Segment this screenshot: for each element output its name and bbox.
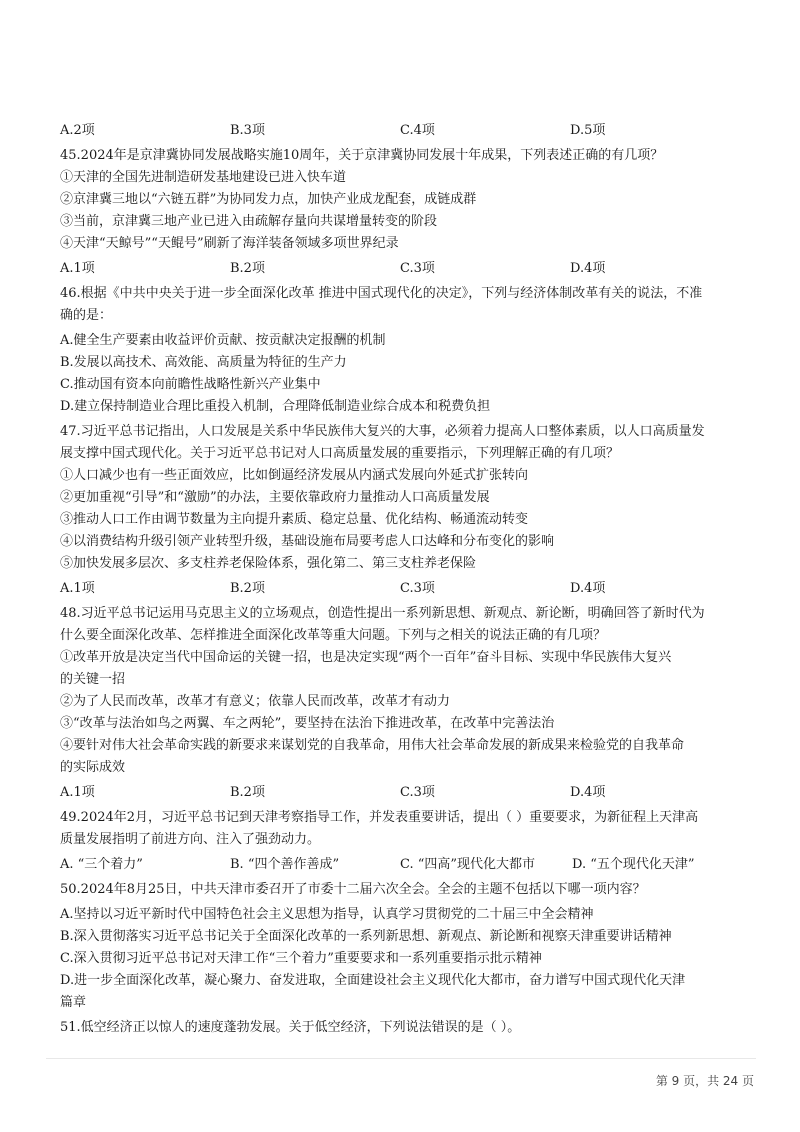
page-number: 第 9 页，共 24 页	[655, 1074, 754, 1088]
q47-choice-a: A.1项	[60, 581, 95, 596]
q45-item-4: ④天津“天鲸号”“天鲲号”刷新了海洋装备领域多项世界纪录	[60, 236, 399, 251]
q46-option-d: D.建立保持制造业合理比重投入机制，合理降低制造业综合成本和税费负担	[60, 399, 491, 414]
q46-stem-line-2: 确的是：	[60, 308, 113, 323]
q48-choice-b: B.2项	[230, 785, 265, 800]
q47-stem-line-1: 47.习近平总书记指出，人口发展是关系中华民族伟大复兴的大事，必须着力提高人口整体素质，以人口高质量发	[60, 424, 705, 439]
q48-stem-line-2: 什么要全面深化改革、怎样推进全面深化改革等重大问题。下列与之相关的说法正确的有几项？	[60, 628, 607, 643]
q44-choice-c: C.4项	[400, 123, 435, 138]
q48-item-4-line-1: ④要针对伟大社会革命实践的新要求来谋划党的自我革命，用伟大社会革命发展的新成果来检验党的自我革命	[60, 738, 685, 753]
q50-option-a: A.坚持以习近平新时代中国特色社会主义思想为指导，认真学习贯彻党的二十届三中全会精神	[60, 907, 594, 922]
q50-option-d-line-1: D.进一步全面深化改革，凝心聚力、奋发进取，全面建设社会主义现代化大都市，奋力谱写中国式现代化天津	[60, 973, 686, 988]
q50-option-d-line-2: 篇章	[60, 995, 87, 1010]
q49-stem-line-1: 49.2024年2月，习近平总书记到天津考察指导工作，并发表重要讲话，提出（ ）重要要求，为新征程上天津高	[60, 810, 699, 825]
q48-choice-c: C.3项	[400, 785, 435, 800]
q44-choice-b: B.3项	[230, 123, 265, 138]
q47-choice-b: B.2项	[230, 581, 265, 596]
q45-item-2: ②京津冀三地以“六链五群”为协同发力点，加快产业成龙配套，成链成群	[60, 192, 477, 207]
q48-stem-line-1: 48.习近平总书记运用马克思主义的立场观点，创造性提出一系列新思想、新观点、新论断，明确回答了新时代为	[60, 606, 705, 621]
q50-option-b: B.深入贯彻落实习近平总书记关于全面深化改革的一系列新思想、新观点、新论断和视察天津重要讲话精神	[60, 929, 672, 944]
q49-choice-d: D. “五个现代化天津”	[572, 857, 695, 872]
q48-item-1-line-1: ①改革开放是决定当代中国命运的关键一招，也是决定实现“两个一百年”奋斗目标、实现中华民族伟大复兴	[60, 650, 672, 665]
q51-stem: 51.低空经济正以惊人的速度蓬勃发展。关于低空经济，下列说法错误的是（ ）。	[60, 1020, 521, 1035]
q46-option-c: C.推动国有资本向前瞻性战略性新兴产业集中	[60, 377, 321, 392]
q49-stem-line-2: 质量发展指明了前进方向、注入了强劲动力。	[60, 832, 321, 847]
q47-choice-d: D.4项	[570, 581, 606, 596]
q48-choice-d: D.4项	[570, 785, 606, 800]
q50-option-c: C.深入贯彻习近平总书记对天津工作“三个着力”重要要求和一系列重要指示批示精神	[60, 951, 542, 966]
q49-choice-c: C. “四高”现代化大都市	[400, 857, 536, 872]
q45-item-3: ③当前，京津冀三地产业已进入由疏解存量向共谋增量转变的阶段	[60, 214, 438, 229]
q47-item-1: ①人口减少也有一些正面效应，比如倒逼经济发展从内涵式发展向外延式扩张转向	[60, 468, 529, 483]
q47-choice-c: C.3项	[400, 581, 435, 596]
q44-choice-a: A.2项	[60, 123, 95, 138]
q49-choice-b: B. “四个善作善成”	[230, 857, 340, 872]
footer-divider	[46, 1058, 756, 1059]
q46-option-a: A.健全生产要素由收益评价贡献、按贡献决定报酬的机制	[60, 333, 386, 348]
q50-stem: 50.2024年8月25日，中共天津市委召开了市委十二届六次全会。全会的主题不包括以下哪一项内容？	[60, 882, 646, 897]
q48-item-2: ②为了人民而改革，改革才有意义；依靠人民而改革，改革才有动力	[60, 694, 451, 709]
q45-choice-c: C.3项	[400, 261, 435, 276]
q45-choice-d: D.4项	[570, 261, 606, 276]
q47-item-4: ④以消费结构升级引领产业转型升级，基础设施布局要考虑人口达峰和分布变化的影响	[60, 534, 555, 549]
q45-item-1: ①天津的全国先进制造研发基地建设已进入快车道	[60, 170, 347, 185]
q44-choice-d: D.5项	[570, 123, 606, 138]
q45-choice-b: B.2项	[230, 261, 265, 276]
q47-stem-line-2: 展支撑中国式现代化。关于习近平总书记对人口高质量发展的重要指示，下列理解正确的有几项？	[60, 446, 620, 461]
q48-item-4-line-2: 的实际成效	[60, 760, 126, 775]
q48-item-1-line-2: 的关键一招	[60, 672, 126, 687]
q45-choice-a: A.1项	[60, 261, 95, 276]
q47-item-5: ⑤加快发展多层次、多支柱养老保险体系，强化第二、第三支柱养老保险	[60, 556, 477, 571]
q48-choice-a: A.1项	[60, 785, 95, 800]
q46-stem-line-1: 46.根据《中共中央关于进一步全面深化改革 推进中国式现代化的决定》，下列与经济体制改革有关的说法，不准	[60, 286, 703, 301]
q46-option-b: B.发展以高技术、高效能、高质量为特征的生产力	[60, 355, 347, 370]
q47-item-2: ②更加重视“引导”和“激励”的办法，主要依靠政府力量推动人口高质量发展	[60, 490, 490, 505]
q48-item-3: ③“改革与法治如鸟之两翼、车之两轮”，要坚持在法治下推进改革，在改革中完善法治	[60, 716, 555, 731]
q47-item-3: ③推动人口工作由调节数量为主向提升素质、稳定总量、优化结构、畅通流动转变	[60, 512, 529, 527]
q49-choice-a: A. “三个着力”	[60, 857, 143, 872]
q45-stem: 45.2024年是京津冀协同发展战略实施10周年，关于京津冀协同发展十年成果，下列表述正确的有几项？	[60, 148, 664, 163]
